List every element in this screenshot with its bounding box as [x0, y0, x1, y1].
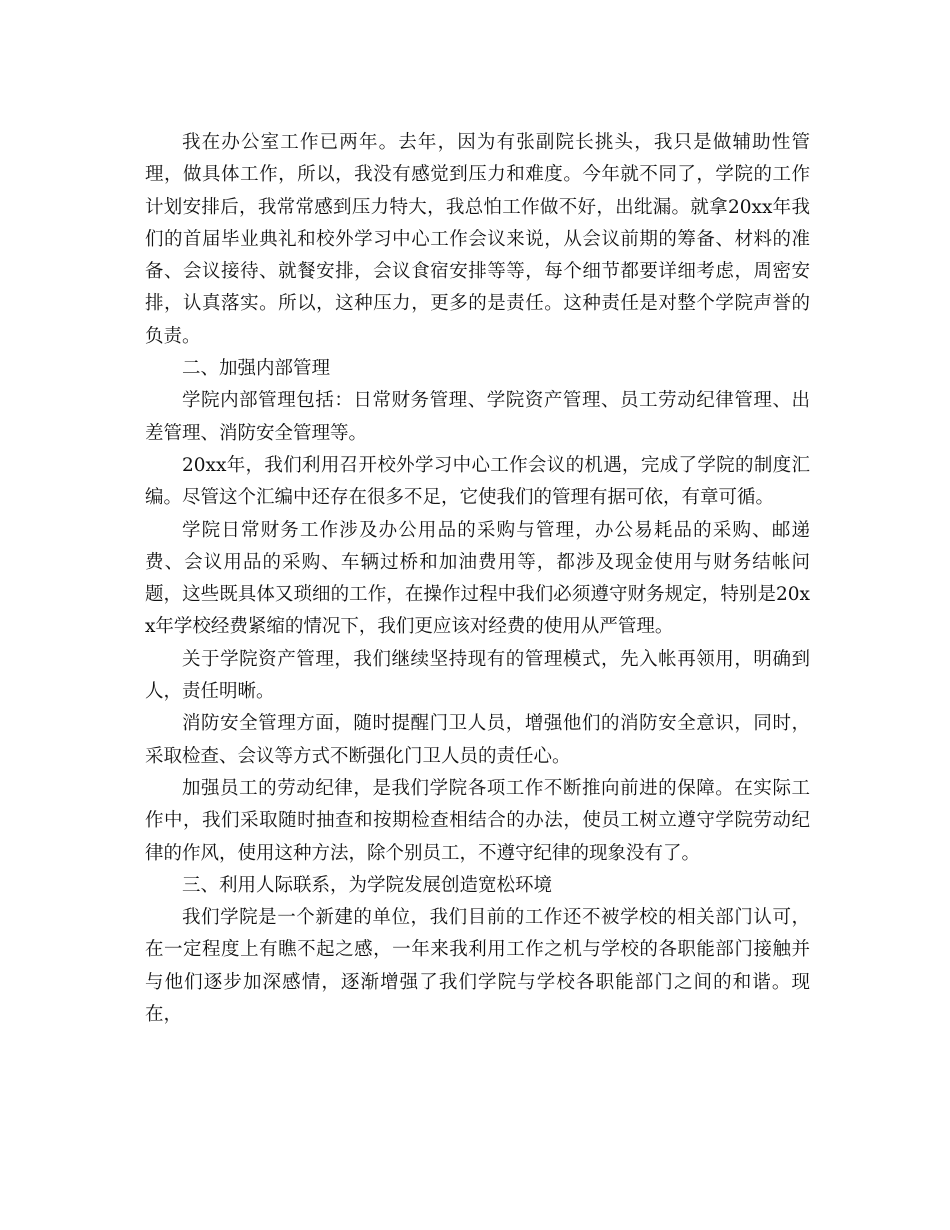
paragraph-fire-safety: 消防安全管理方面，随时提醒门卫人员，增强他们的消防安全意识，同时，采取检查、会议等方式不断强化门卫人员的责任心。 — [145, 713, 810, 767]
paragraph-labor-discipline: 加强员工的劳动纪律，是我们学院各项工作不断推向前进的保障。在实际工作中，我们采取随时抽查和按期检查相结合的办法，使员工树立遵守学院劳动纪律的作风，使用这种方法，除个别员工，不遵守纪律的现象没有了。 — [145, 777, 810, 864]
paragraph-system-compilation: 20xx年，我们利用召开校外学习中心工作会议的机遇，完成了学院的制度汇编。尽管这个汇编中还存在很多不足，它使我们的管理有据可依，有章可循。 — [145, 454, 810, 509]
paragraph-financial-management: 学院日常财务工作涉及办公用品的采购与管理，办公易耗品的采购、邮递费、会议用品的采购、车辆过桥和加油费用等，都涉及现金使用与财务结帐问题，这些既具体又琐细的工作，在操作过程中我们必须遵守财务规定，特别是20xx年学校经费紧缩的情况下，我们更应该对经费的使用从严管理。 — [145, 519, 810, 638]
document-body — [145, 127, 810, 1031]
paragraph-pressure-responsibility: 我在办公室工作已两年。去年，因为有张副院长挑头，我只是做辅助性管理，做具体工作，所以，我没有感觉到压力和难度。今年就不同了，学院的工作计划安排后，我常常感到压力特大，我总怕工作做不好，出纰漏。就拿20xx年我们的首届毕业典礼和校外学习中心工作会议来说，从会议前期的筹备、材料的准备、会议接待、就餐安排，会议食宿安排等等，每个细节都要详细考虑，周密安排，认真落实。所以，这种压力，更多的是责任。这种责任是对整个学院声誉的负责。 — [145, 132, 810, 347]
section-heading-interpersonal-relations: 三、利用人际联系，为学院发展创造宽松环境 — [182, 874, 553, 896]
section-heading-internal-management: 二、加强内部管理 — [182, 358, 331, 380]
paragraph-asset-management: 关于学院资产管理，我们继续坚持现有的管理模式，先入帐再领用，明确到人，责任明晰。 — [145, 648, 810, 703]
paragraph-internal-management-scope: 学院内部管理包括：日常财务管理、学院资产管理、员工劳动纪律管理、出差管理、消防安全管理等。 — [145, 390, 810, 444]
paragraph-new-unit-relations: 我们学院是一个新建的单位，我们目前的工作还不被学校的相关部门认可，在一定程度上有瞧不起之感，一年来我利用工作之机与学校的各职能部门接触并与他们逐步加深感情，逐渐增强了我们学院与学校各职能部门之间的和谐。现在， — [145, 907, 810, 1026]
